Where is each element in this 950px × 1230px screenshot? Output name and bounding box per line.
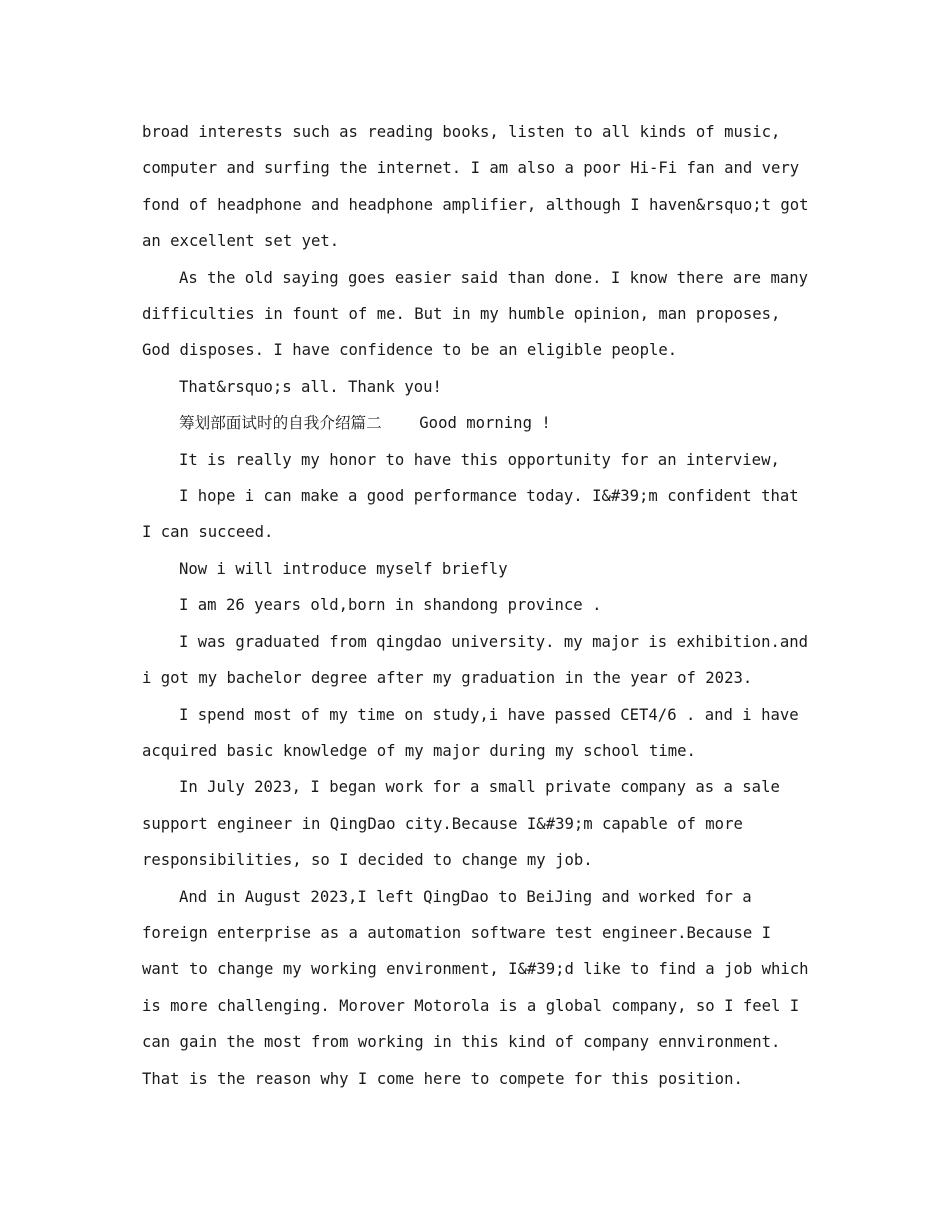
paragraph xyxy=(142,369,812,405)
text-line: an excellent set yet. xyxy=(142,232,340,251)
text-line: fond of headphone and headphone amplifier, although I haven&rsquo;t got xyxy=(142,195,809,214)
paragraph xyxy=(142,587,812,623)
text-line: God disposes. I have confidence to be an eligible people. xyxy=(142,341,678,360)
paragraph xyxy=(142,114,812,260)
paragraph xyxy=(142,478,812,551)
text-line: responsibilities, so I decided to change my job. xyxy=(142,851,593,870)
text-line: I spend most of my time on study,i have passed CET4/6 . and i have xyxy=(179,705,799,724)
text-line: That is the reason why I come here to compete for this position. xyxy=(142,1069,743,1088)
paragraph xyxy=(142,442,812,478)
text-line: In July 2023, I began work for a small private company as a sale xyxy=(179,778,780,797)
text-line: It is really my honor to have this opportunity for an interview, xyxy=(179,450,780,469)
text-line: I was graduated from qingdao university. my major is exhibition.and xyxy=(179,632,809,651)
text-line: foreign enterprise as a automation software test engineer.Because I xyxy=(142,923,772,942)
text-line: I hope i can make a good performance today. I&#39;m confident that xyxy=(179,487,799,506)
text-line: acquired basic knowledge of my major during my school time. xyxy=(142,741,696,760)
paragraph xyxy=(142,405,812,441)
document-body xyxy=(142,114,812,1097)
paragraph xyxy=(142,697,812,770)
text-line: broad interests such as reading books, listen to all kinds of music, xyxy=(142,123,781,141)
text-line: i got my bachelor degree after my graduation in the year of 2023. xyxy=(142,669,753,688)
text-line: want to change my working environment, I&#39;d like to find a job which xyxy=(142,960,809,979)
text-line: As the old saying goes easier said than done. I know there are many xyxy=(179,268,809,287)
section-heading: 筹划部面试时的自我介绍篇二 xyxy=(179,414,382,433)
text-line: That&rsquo;s all. Thank you! xyxy=(179,377,442,396)
text-line: support engineer in QingDao city.Because I&#39;m capable of more xyxy=(142,814,743,833)
paragraph xyxy=(142,769,812,878)
greeting-text: Good morning ! xyxy=(419,414,551,433)
paragraph xyxy=(142,879,812,1097)
paragraph xyxy=(142,624,812,697)
text-line: computer and surfing the internet. I am also a poor Hi-Fi fan and very xyxy=(142,159,800,178)
text-line xyxy=(142,405,812,441)
text-line: difficulties in fount of me. But in my humble opinion, man proposes, xyxy=(142,305,781,324)
text-line: Now i will introduce myself briefly xyxy=(179,559,508,578)
paragraph xyxy=(142,260,812,369)
text-line: is more challenging. Morover Motorola is a global company, so I feel I xyxy=(142,996,800,1015)
text-line: can gain the most from working in this kind of company ennvironment. xyxy=(142,1033,781,1052)
text-line: I can succeed. xyxy=(142,523,274,542)
paragraph xyxy=(142,551,812,587)
text-line: And in August 2023,I left QingDao to BeiJing and worked for a xyxy=(179,887,752,906)
text-line: I am 26 years old,born in shandong province . xyxy=(179,596,602,615)
